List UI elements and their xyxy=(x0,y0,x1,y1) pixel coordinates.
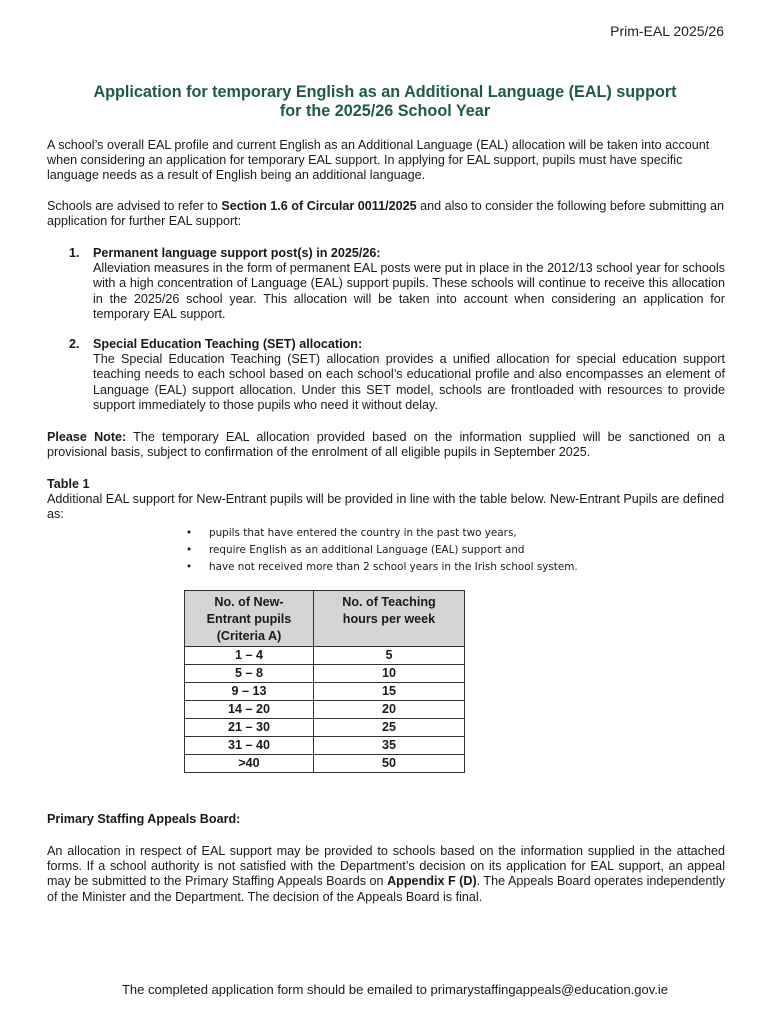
header-line: hours per week xyxy=(342,612,436,626)
list-number: 1. xyxy=(69,246,80,260)
pupils-cell: 9 – 13 xyxy=(185,683,314,701)
criteria-text: pupils that have entered the country in the past two years, xyxy=(209,527,517,539)
page-title-line-1: Application for temporary English as an Additional Language (EAL) support xyxy=(93,83,677,101)
page-title-line-2: for the 2025/26 School Year xyxy=(279,102,491,120)
appeals-text-post: . The Appeals Board operates independently of the Minister and the Department. The decision of the Appeals Board is final. xyxy=(47,874,726,904)
table-header-row xyxy=(185,591,465,647)
pupils-cell: 14 – 20 xyxy=(185,701,314,719)
circular-reference-paragraph xyxy=(47,199,725,229)
bullet-icon: • xyxy=(186,527,193,539)
submission-email-link[interactable]: primarystaffingappeals@education.gov.ie xyxy=(430,982,669,997)
hours-cell: 20 xyxy=(314,701,465,719)
consideration-item-1 xyxy=(69,246,725,322)
hours-cell: 15 xyxy=(314,683,465,701)
please-note-text: The temporary EAL allocation provided based on the information supplied will be sanctioned on a provisional basis, subject to confirmation of the enrolment of all eligible pupils in September 2025. xyxy=(47,430,726,460)
criteria-item xyxy=(186,525,578,542)
bullet-icon: • xyxy=(186,544,193,556)
document-reference-code: Prim-EAL 2025/26 xyxy=(610,23,724,39)
header-line: Entrant pupils xyxy=(206,612,292,626)
hours-cell: 10 xyxy=(314,665,465,683)
eal-allocation-table xyxy=(184,590,465,773)
appendix-reference: Appendix F (D) xyxy=(387,874,477,889)
intro-paragraph: A school’s overall EAL profile and current English as an Additional Language (EAL) allocation will be taken into account when considering an application for temporary EAL support. In applying for EAL support, pupils must have specific language needs as a result of English being an additional language. xyxy=(47,138,710,183)
list-number: 2. xyxy=(69,337,80,351)
consideration-heading: Permanent language support post(s) in 2025/26: xyxy=(93,246,381,260)
pupils-cell: 31 – 40 xyxy=(185,737,314,755)
table-row xyxy=(185,719,465,737)
table-row xyxy=(185,755,465,773)
pupils-cell: 21 – 30 xyxy=(185,719,314,737)
appeals-paragraph xyxy=(47,844,725,905)
header-line: No. of Teaching xyxy=(342,595,436,609)
submission-instructions xyxy=(0,982,770,997)
column-header-hours xyxy=(314,591,465,647)
please-note-paragraph xyxy=(47,430,725,460)
table-row xyxy=(185,683,465,701)
bullet-icon: • xyxy=(186,561,193,573)
consideration-body: Alleviation measures in the form of permanent EAL posts were put in place in the 2012/13 school year for schools with a high concentration of Language (EAL) support pupils. These schools will continue to receive this allocation in the 2025/26 school year. This allocation will be taken into account when considering an application for temporary EAL support. xyxy=(93,261,725,321)
circular-text-post: and also to consider the following before submitting an application for further EAL support: xyxy=(47,199,724,229)
pupils-cell: 1 – 4 xyxy=(185,647,314,665)
circular-reference: Section 1.6 of Circular 0011/2025 xyxy=(221,199,417,213)
table-row xyxy=(185,737,465,755)
table-row xyxy=(185,701,465,719)
hours-cell: 25 xyxy=(314,719,465,737)
footer-text: The completed application form should be emailed to xyxy=(121,982,431,997)
pupils-cell: 5 – 8 xyxy=(185,665,314,683)
table-description: Additional EAL support for New-Entrant pupils will be provided in line with the table below. New-Entrant Pupils are defined as: xyxy=(47,492,725,522)
circular-text-pre: Schools are advised to refer to xyxy=(47,199,222,213)
consideration-body: The Special Education Teaching (SET) allocation provides a unified allocation for special education support teaching needs to each school based on each school’s educational profile and also encompasses an element of Language (EAL) support allocation. Under this SET model, schools are frontloaded with resources to provide support immediately to those pupils who need it without delay. xyxy=(93,352,725,412)
criteria-item xyxy=(186,542,578,559)
criteria-text: require English as an additional Language (EAL) support and xyxy=(209,544,525,556)
table-row xyxy=(185,665,465,683)
pupils-cell: >40 xyxy=(185,755,314,773)
hours-cell: 50 xyxy=(314,755,465,773)
consideration-heading: Special Education Teaching (SET) allocation: xyxy=(93,337,363,351)
header-line: (Criteria A) xyxy=(216,629,282,643)
table-row xyxy=(185,647,465,665)
header-line: No. of New- xyxy=(214,595,284,609)
consideration-item-2 xyxy=(69,337,725,413)
new-entrant-criteria-list xyxy=(186,525,578,576)
column-header-pupils xyxy=(185,591,314,647)
criteria-text: have not received more than 2 school years in the Irish school system. xyxy=(209,561,578,573)
please-note-label: Please Note: xyxy=(47,430,127,444)
appeals-text-pre: An allocation in respect of EAL support may be provided to schools based on the information supplied in the attached forms. If a school authority is not satisfied with the Department’s decision on its application for EAL support, an appeal may be submitted to the Primary Staffing Appeals Boards on xyxy=(47,844,725,889)
page-title xyxy=(40,83,730,121)
hours-cell: 35 xyxy=(314,737,465,755)
table-label: Table 1 xyxy=(47,477,90,491)
appeals-board-heading: Primary Staffing Appeals Board: xyxy=(47,812,241,826)
criteria-item xyxy=(186,559,578,576)
table-section-intro xyxy=(47,477,725,523)
hours-cell: 5 xyxy=(314,647,465,665)
